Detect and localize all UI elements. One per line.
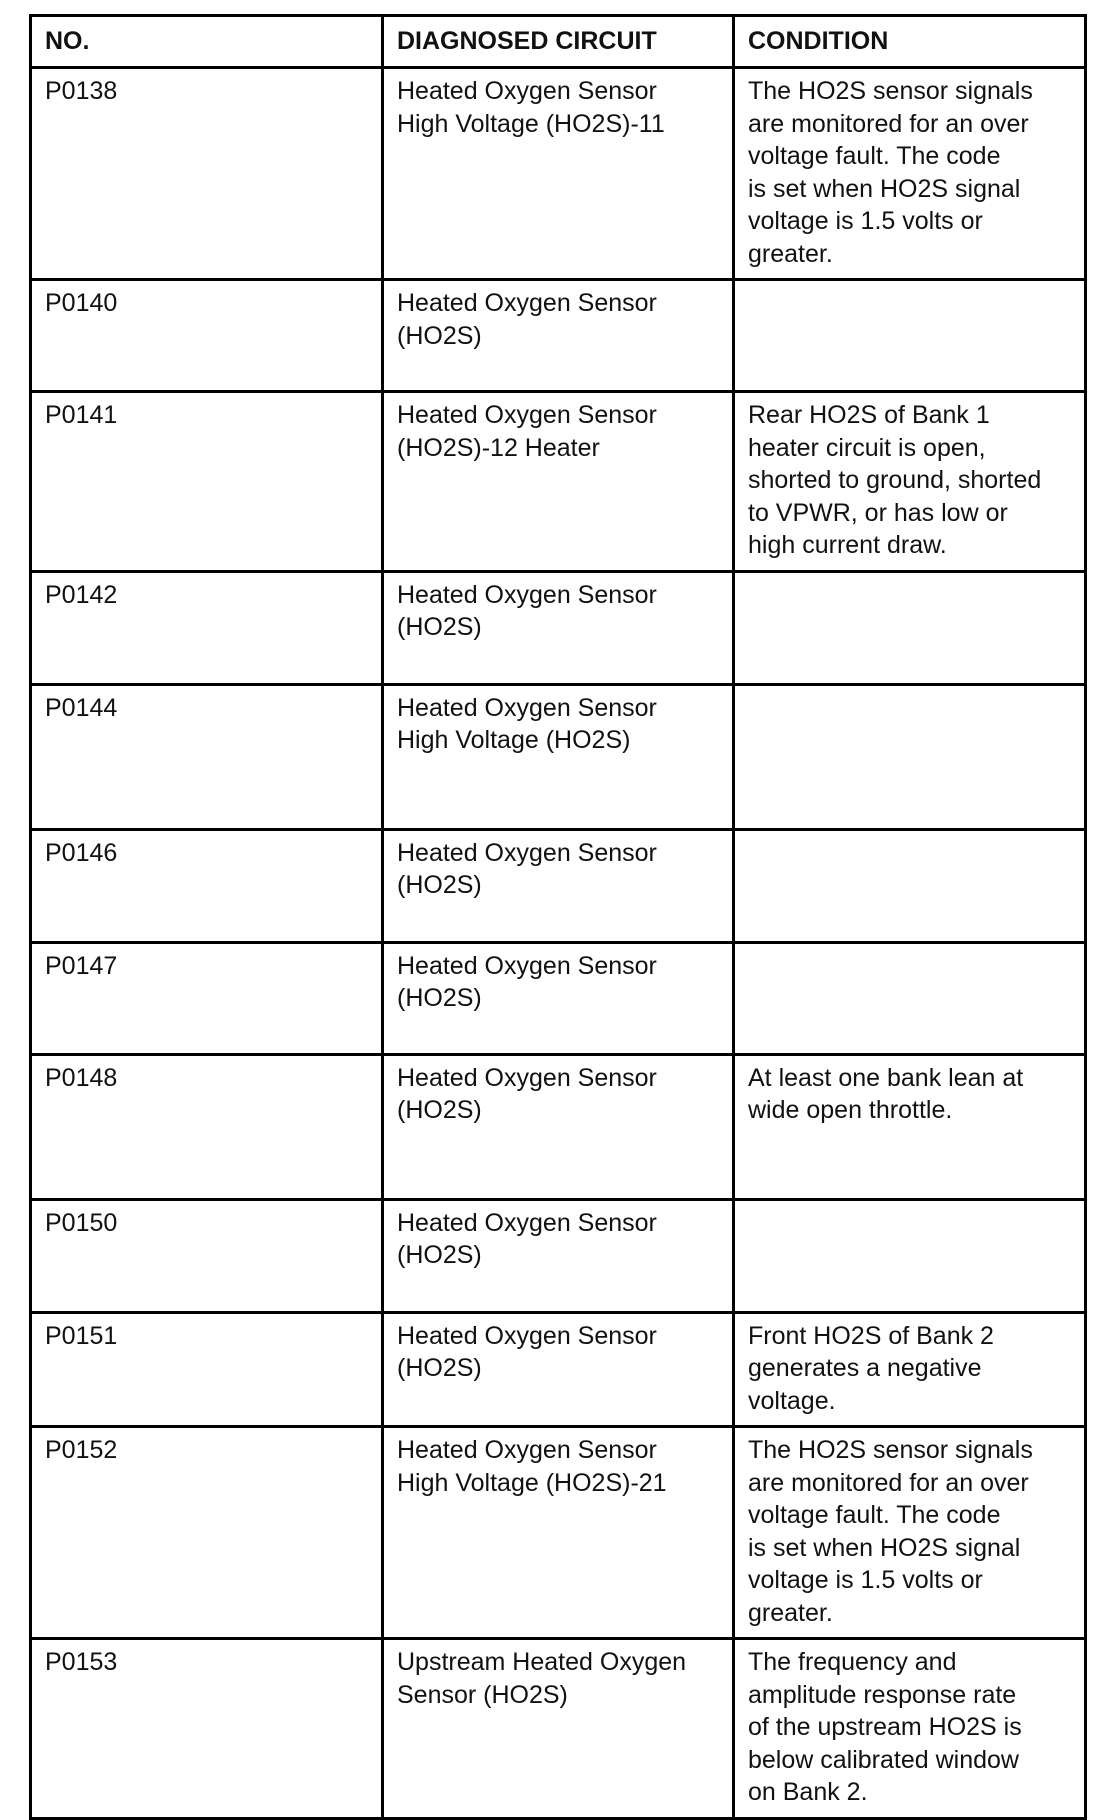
circuit-cell: Heated Oxygen Sensor (HO2S) bbox=[383, 829, 734, 942]
header-no: NO. bbox=[31, 16, 383, 68]
table-row bbox=[31, 1199, 1086, 1312]
condition-cell bbox=[734, 280, 1086, 392]
table-header-row bbox=[31, 16, 1086, 68]
code-cell: P0144 bbox=[31, 684, 383, 829]
condition-cell: The HO2S sensor signals are monitored for an over voltage fault. The code is set when HO2S signal voltage is 1.5 volts or greater. bbox=[734, 68, 1086, 280]
condition-cell bbox=[734, 684, 1086, 829]
table-row bbox=[31, 684, 1086, 829]
code-cell: P0141 bbox=[31, 392, 383, 572]
code-cell: P0142 bbox=[31, 571, 383, 684]
code-cell: P0153 bbox=[31, 1639, 383, 1819]
circuit-cell: Heated Oxygen Sensor High Voltage (HO2S)-21 bbox=[383, 1427, 734, 1639]
condition-cell: The HO2S sensor signals are monitored for an over voltage fault. The code is set when HO2S signal voltage is 1.5 volts or greater. bbox=[734, 1427, 1086, 1639]
table-row bbox=[31, 942, 1086, 1054]
code-cell: P0151 bbox=[31, 1312, 383, 1427]
circuit-cell: Heated Oxygen Sensor High Voltage (HO2S)-11 bbox=[383, 68, 734, 280]
code-cell: P0148 bbox=[31, 1054, 383, 1199]
circuit-cell: Heated Oxygen Sensor (HO2S) bbox=[383, 1312, 734, 1427]
table-row bbox=[31, 1639, 1086, 1819]
condition-cell: Rear HO2S of Bank 1 heater circuit is open, shorted to ground, shorted to VPWR, or has low or high current draw. bbox=[734, 392, 1086, 572]
code-cell: P0152 bbox=[31, 1427, 383, 1639]
table-row bbox=[31, 280, 1086, 392]
circuit-cell: Heated Oxygen Sensor (HO2S) bbox=[383, 571, 734, 684]
condition-cell: The frequency and amplitude response rate of the upstream HO2S is below calibrated window on Bank 2. bbox=[734, 1639, 1086, 1819]
table-row bbox=[31, 68, 1086, 280]
condition-cell: At least one bank lean at wide open throttle. bbox=[734, 1054, 1086, 1199]
table-row bbox=[31, 829, 1086, 942]
condition-cell bbox=[734, 571, 1086, 684]
table-row bbox=[31, 1054, 1086, 1199]
condition-cell bbox=[734, 942, 1086, 1054]
circuit-cell: Heated Oxygen Sensor (HO2S)-12 Heater bbox=[383, 392, 734, 572]
circuit-cell: Upstream Heated Oxygen Sensor (HO2S) bbox=[383, 1639, 734, 1819]
code-cell: P0150 bbox=[31, 1199, 383, 1312]
header-diagnosed-circuit: DIAGNOSED CIRCUIT bbox=[383, 16, 734, 68]
code-cell: P0147 bbox=[31, 942, 383, 1054]
condition-cell: Front HO2S of Bank 2 generates a negative voltage. bbox=[734, 1312, 1086, 1427]
table-row bbox=[31, 571, 1086, 684]
condition-cell bbox=[734, 829, 1086, 942]
circuit-cell: Heated Oxygen Sensor (HO2S) bbox=[383, 1199, 734, 1312]
circuit-cell: Heated Oxygen Sensor (HO2S) bbox=[383, 942, 734, 1054]
header-condition: CONDITION bbox=[734, 16, 1086, 68]
code-cell: P0138 bbox=[31, 68, 383, 280]
condition-cell bbox=[734, 1199, 1086, 1312]
code-cell: P0140 bbox=[31, 280, 383, 392]
table-row bbox=[31, 1427, 1086, 1639]
dtc-table bbox=[29, 14, 1087, 1820]
circuit-cell: Heated Oxygen Sensor (HO2S) bbox=[383, 1054, 734, 1199]
table-row bbox=[31, 392, 1086, 572]
circuit-cell: Heated Oxygen Sensor (HO2S) bbox=[383, 280, 734, 392]
table-row bbox=[31, 1312, 1086, 1427]
circuit-cell: Heated Oxygen Sensor High Voltage (HO2S) bbox=[383, 684, 734, 829]
code-cell: P0146 bbox=[31, 829, 383, 942]
